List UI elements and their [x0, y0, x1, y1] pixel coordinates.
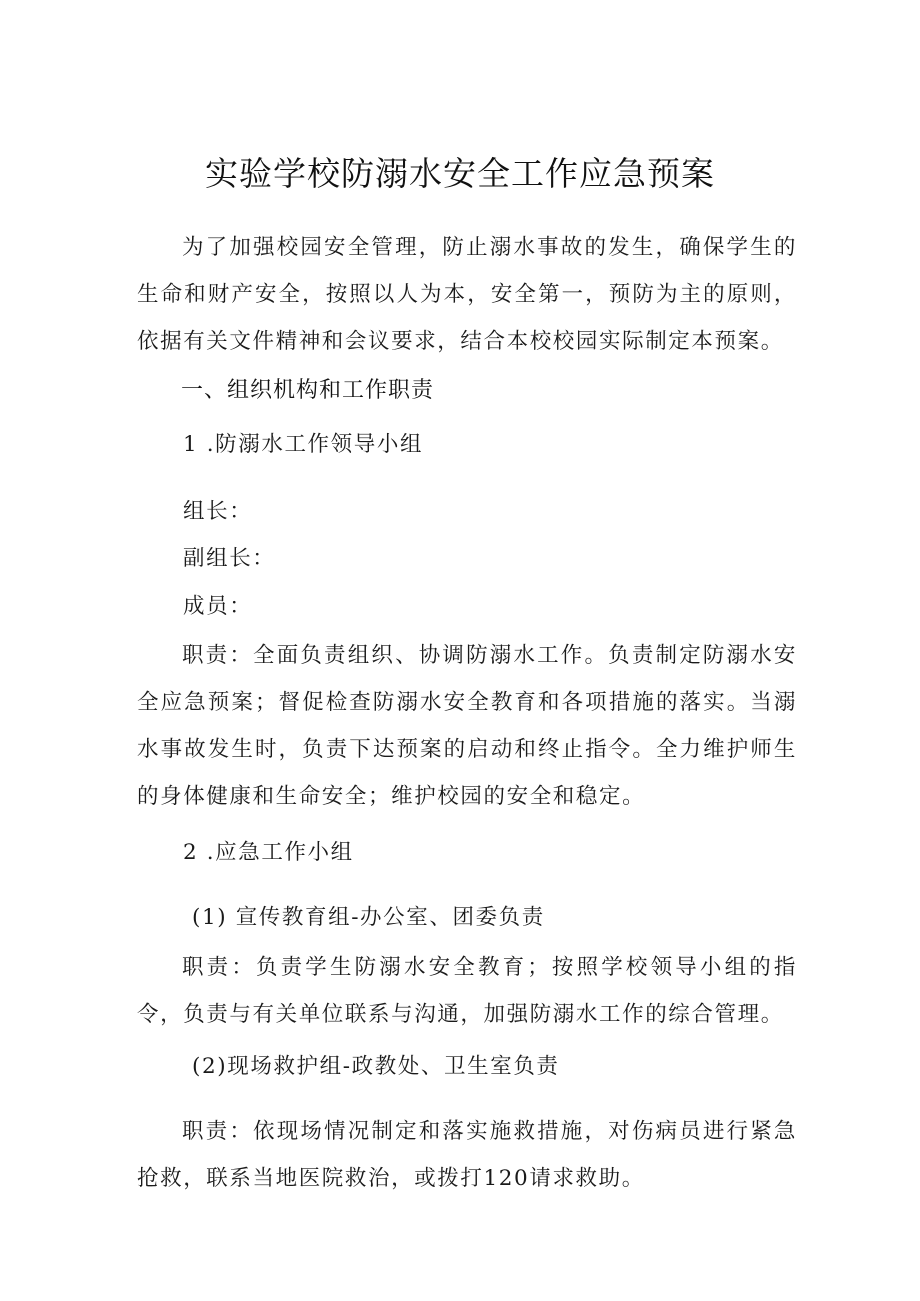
publicity-duty-paragraph: 职责：负责学生防溺水安全教育；按照学校领导小组的指令，负责与有关单位联系与沟通，加强防溺水工作的综合管理。: [137, 955, 797, 1027]
rescue-duty-paragraph: 职责：依现场情况制定和落实施救措施，对伤病员进行紧急抢救，联系当地医院救治，或拨打120请求救助。: [137, 1119, 797, 1191]
leadership-duty-paragraph: 职责：全面负责组织、协调防溺水工作。负责制定防溺水安全应急预案；督促检查防溺水安全教育和各项措施的落实。当溺水事故发生时，负责下达预案的启动和终止指令。全力维护师生的身体健康和生命安全；维护校园的安全和稳定。: [137, 643, 797, 809]
members-label: 成员：: [183, 594, 253, 619]
subgroup-label-publicity: (1) 宣传教育组-办公室、团委负责: [192, 905, 545, 930]
intro-paragraph: 为了加强校园安全管理，防止溺水事故的发生，确保学生的生命和财产安全，按照以人为本，安全第一，预防为主的原则，依据有关文件精神和会议要求，结合本校校园实际制定本预案。: [137, 235, 797, 354]
deputy-leader-label: 副组长：: [183, 546, 276, 571]
leader-label: 组长：: [183, 499, 253, 524]
section-heading-organization: 一、组织机构和工作职责: [181, 378, 435, 403]
document-title: 实验学校防溺水安全工作应急预案: [205, 154, 715, 193]
subgroup-label-rescue: (2)现场救护组-政教处、卫生室负责: [192, 1054, 560, 1079]
item-label-emergency-group: 2 .应急工作小组: [183, 840, 354, 865]
item-label-leadership-group: 1 .防溺水工作领导小组: [183, 432, 424, 457]
